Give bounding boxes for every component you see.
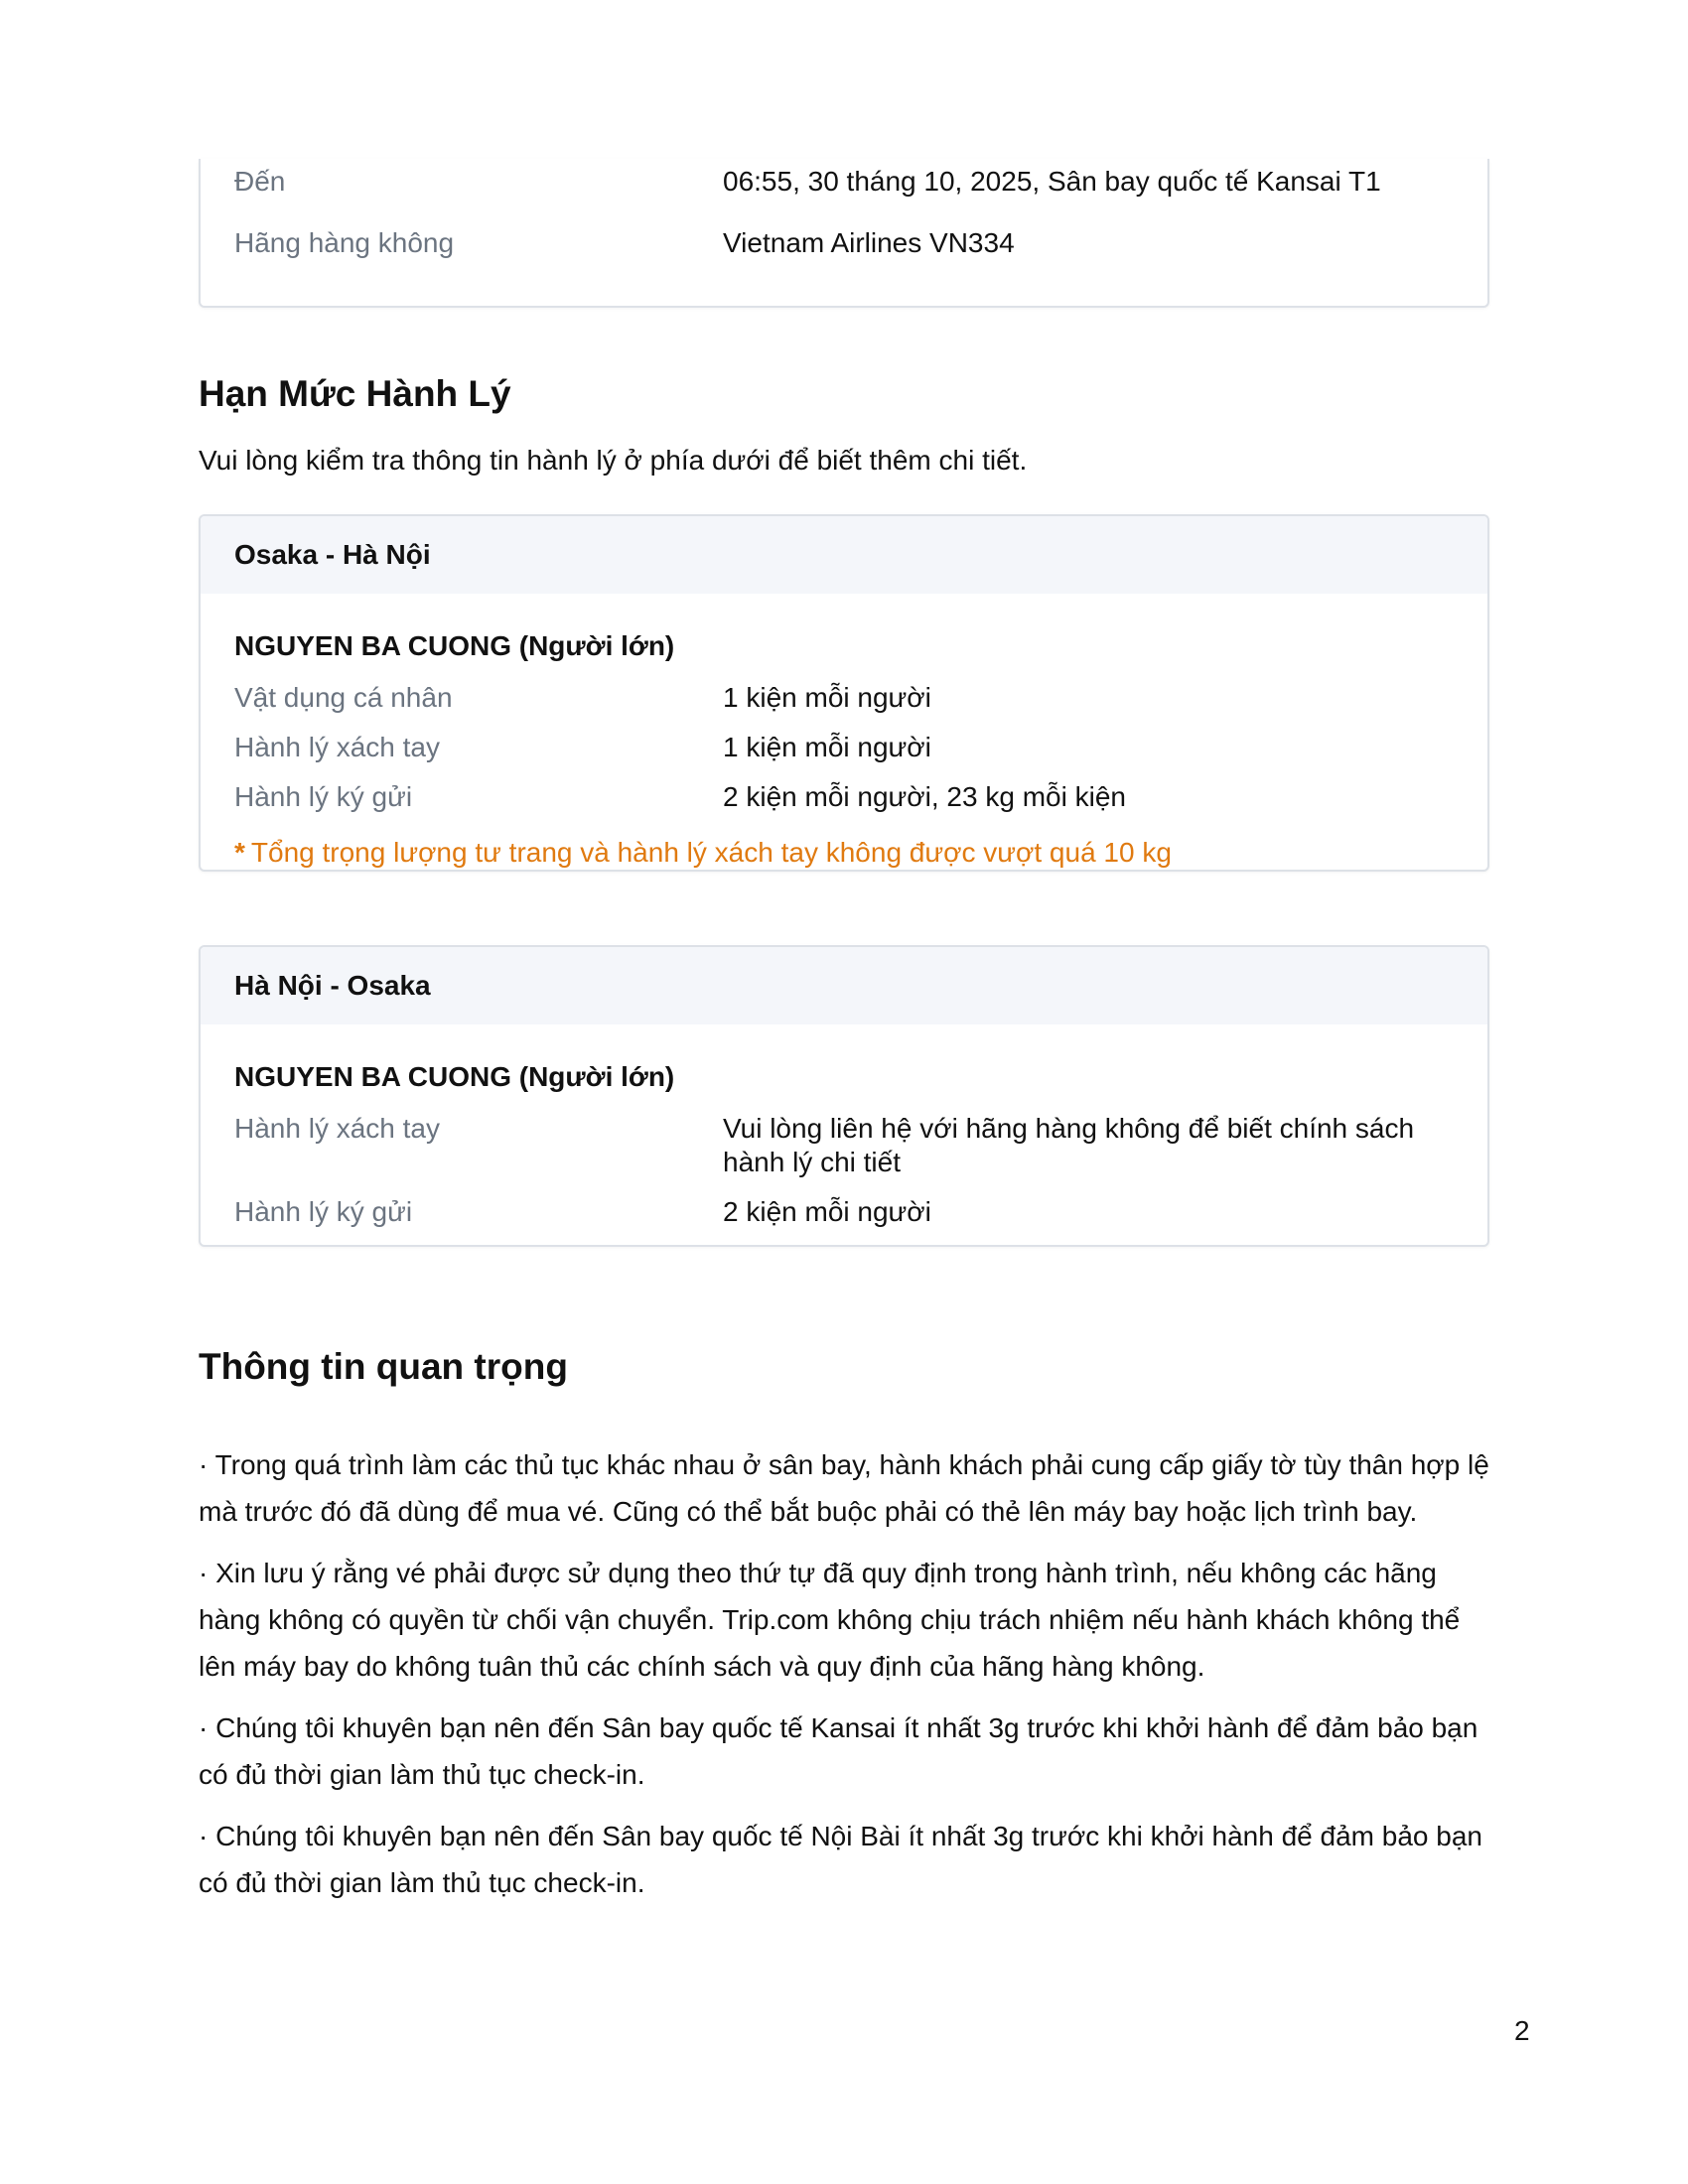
baggage-row-value: 1 kiện mỗi người: [723, 732, 931, 762]
flight-details-card: [199, 159, 1489, 308]
baggage-weight-note: [234, 836, 1454, 870]
airline-label: Hãng hàng không: [234, 227, 455, 258]
note-text: Tổng trọng lượng tư trang và hành lý xách tay không được vượt quá 10 kg: [250, 837, 1172, 868]
baggage-card-body: [201, 1024, 1487, 1229]
baggage-card-osaka-hanoi: [199, 514, 1489, 872]
airline-value: Vietnam Airlines VN334: [723, 227, 1015, 258]
baggage-row-label: Hành lý xách tay: [234, 1113, 440, 1144]
baggage-card-route: Hà Nội - Osaka: [201, 947, 1487, 1024]
baggage-card-route: Osaka - Hà Nội: [201, 516, 1487, 594]
baggage-row-personal-item: [234, 681, 1454, 715]
info-item: · Chúng tôi khuyên bạn nên đến Sân bay quốc tế Nội Bài ít nhất 3g trước khi khởi hành để đảm bảo bạn có đủ thời gian làm thủ tục check-in.: [199, 1821, 1482, 1898]
baggage-section-title: Hạn Mức Hành Lý: [199, 373, 511, 414]
info-item: · Chúng tôi khuyên bạn nên đến Sân bay quốc tế Kansai ít nhất 3g trước khi khởi hành để đảm bảo bạn có đủ thời gian làm thủ tục check-in.: [199, 1712, 1478, 1790]
baggage-row-checked: [234, 780, 1454, 814]
baggage-row-value: Vui lòng liên hệ với hãng hàng không để biết chính sách hành lý chi tiết: [723, 1113, 1415, 1177]
arrival-value: 06:55, 30 tháng 10, 2025, Sân bay quốc tế Kansai T1: [723, 166, 1381, 197]
important-info-list: [199, 1441, 1489, 1921]
baggage-row-label: Hành lý xách tay: [234, 732, 440, 762]
baggage-row-label: Hành lý ký gửi: [234, 1196, 413, 1227]
flight-arrival-row: [234, 165, 1458, 199]
baggage-row-value: 1 kiện mỗi người: [723, 682, 931, 713]
baggage-card-hanoi-osaka: [199, 945, 1489, 1247]
baggage-row-value: 2 kiện mỗi người, 23 kg mỗi kiện: [723, 781, 1126, 812]
baggage-row-label: Vật dụng cá nhân: [234, 682, 453, 713]
info-item: · Xin lưu ý rằng vé phải được sử dụng theo thứ tự đã quy định trong hành trình, nếu không các hãng hàng không có quyền từ chối vận chuyển. Trip.com không chịu trách nhiệm nếu hành khách không thể lên máy bay do không tuân thủ các chính sách và quy định của hãng hàng không.: [199, 1558, 1461, 1682]
baggage-row-carry-on: [234, 1112, 1454, 1179]
page-number: 2: [1514, 2015, 1530, 2046]
important-info-title: Thông tin quan trọng: [199, 1346, 568, 1387]
baggage-row-label: Hành lý ký gửi: [234, 781, 413, 812]
baggage-row-checked: [234, 1195, 1454, 1229]
baggage-card-body: [201, 594, 1487, 870]
note-asterisk: *: [234, 837, 245, 868]
baggage-intro-text: Vui lòng kiểm tra thông tin hành lý ở phía dưới để biết thêm chi tiết.: [199, 445, 1028, 476]
baggage-row-carry-on: [234, 731, 1454, 764]
arrival-label: Đến: [234, 166, 286, 197]
info-item: · Trong quá trình làm các thủ tục khác nhau ở sân bay, hành khách phải cung cấp giấy tờ tùy thân hợp lệ mà trước đó đã dùng để mua vé. Cũng có thể bắt buộc phải có thẻ lên máy bay hoặc lịch trình bay.: [199, 1449, 1489, 1527]
passenger-name: NGUYEN BA CUONG (Người lớn): [234, 630, 675, 661]
flight-airline-row: [234, 226, 1458, 260]
passenger-name: NGUYEN BA CUONG (Người lớn): [234, 1061, 675, 1092]
baggage-row-value: 2 kiện mỗi người: [723, 1196, 931, 1227]
